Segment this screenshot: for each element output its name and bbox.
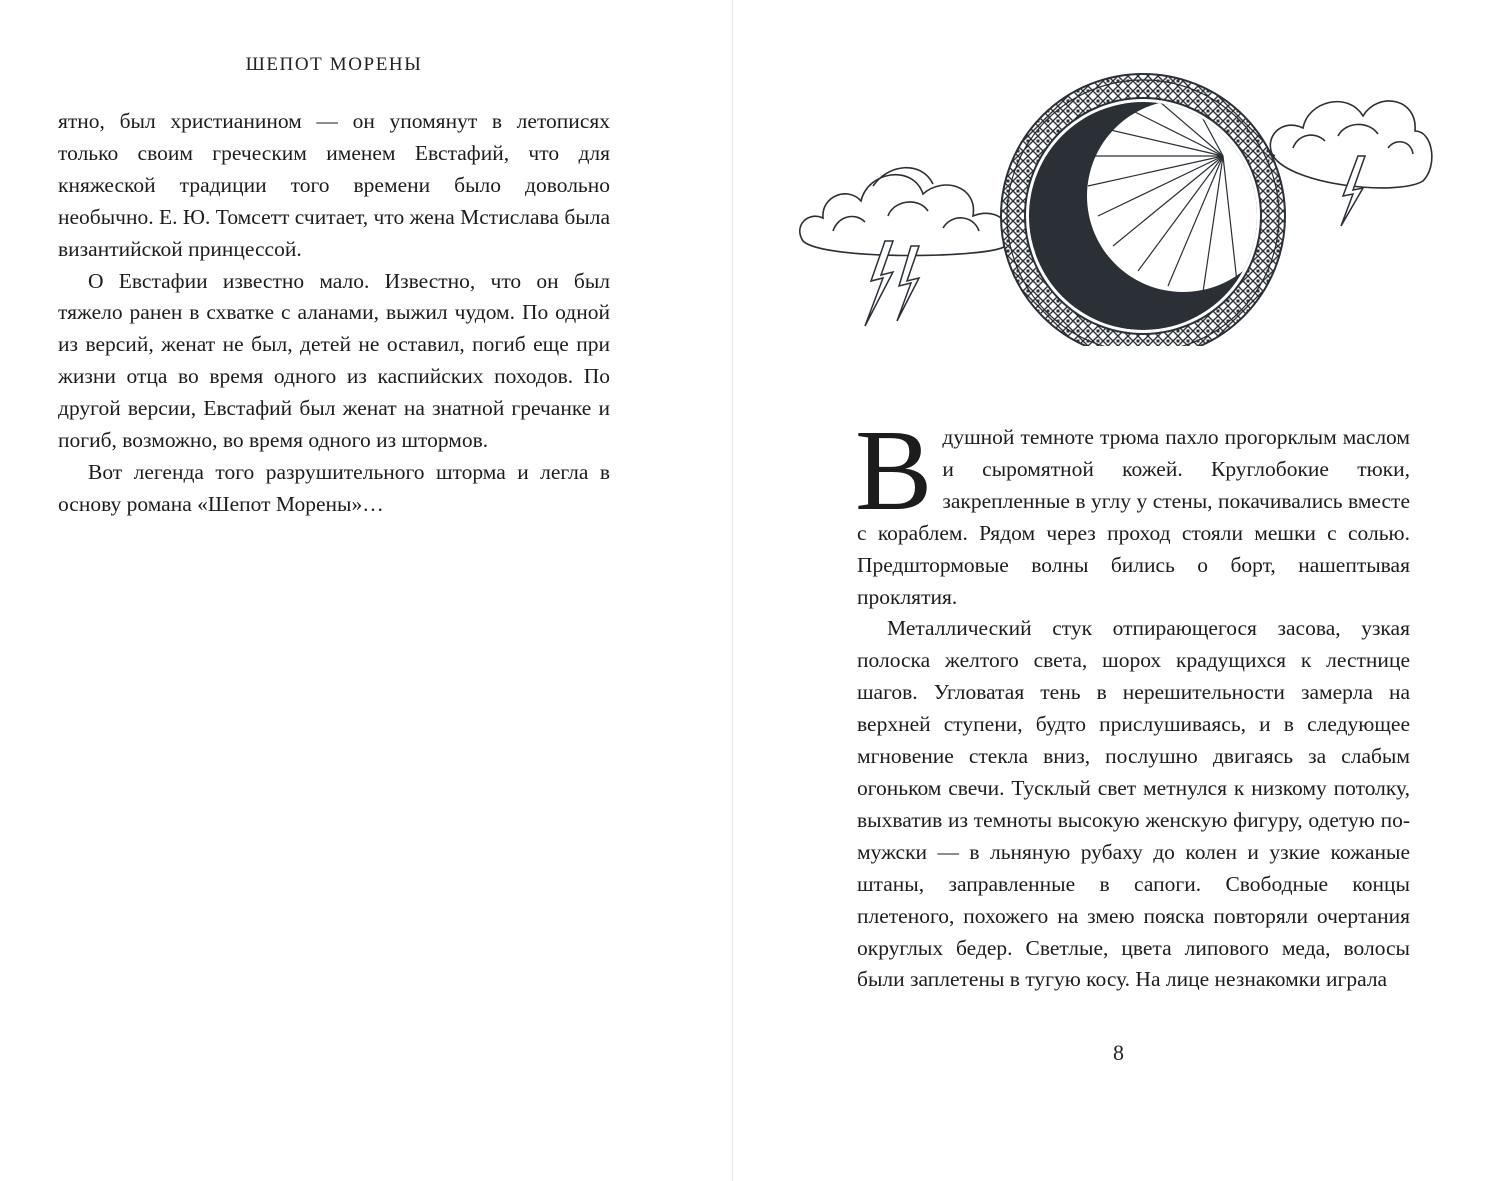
paragraph [855, 407, 1410, 613]
paragraph: ятно, был христианином — он упомянут в летописях только своим греческим именем Евстафий, что для княжеской традиции того времени было довольно необычно. Е. Ю. Томсетт считает, что жена Мстислава была византийской принцессой. [58, 109, 610, 261]
paragraph-text: душной темноте трюма пахло прогорклым маслом и сыромятной кожей. Круглобокие тюки, закрепленные в углу у стены, покачивались вместе с кораблем. Рядом через проход стояли мешки с солью. Предштормовые волны бились о борт, нашептывая проклятия. [857, 425, 1410, 609]
right-page [733, 0, 1490, 1181]
left-page [0, 0, 732, 1181]
right-page-body [855, 407, 1410, 996]
paragraph: О Евстафии известно мало. Известно, что он был тяжело ранен в схватке с аланами, выжил чудом. По одной из версий, женат не был, детей не оставил, погиб еще при жизни отца во время одного из каспийских походов. По другой версии, Евстафий был женат на знатной гречанке и погиб, возможно, во время одного из штормов. [58, 268, 610, 453]
paragraph: Вот легенда того разрушительного шторма и легла в основу романа «Шепот Морены»… [58, 459, 610, 516]
running-head: ШЕПОТ МОРЕНЫ [245, 54, 423, 75]
cloud-icon [800, 168, 1009, 256]
page-number: 8 [1113, 1040, 1124, 1065]
left-page-body [58, 106, 610, 521]
prologue-illustration [793, 36, 1433, 346]
drop-cap: В [855, 407, 933, 535]
paragraph: Металлический стук отпирающегося засова, узкая полоска желтого света, шорох крадущихся к лестнице шагов. Угловатая тень в нерешительности замерла на верхней ступени, будто прислушиваясь, и в следующее мгновение стекла вниз, послушно двигаясь за слабым огоньком свечи. Тусклый свет метнулся к низкому потолку, выхватив из темноты высокую женскую фигуру, одетую по-мужски — в льняную рубаху до колен и узкие кожаные штаны, заправленные в сапоги. Свободные концы плетеного, похожего на змею пояска повторяли очертания округлых бедер. Светлые, цвета липового меда, волосы были заплетены в тугую косу. На лице незнакомки играла [857, 616, 1410, 992]
